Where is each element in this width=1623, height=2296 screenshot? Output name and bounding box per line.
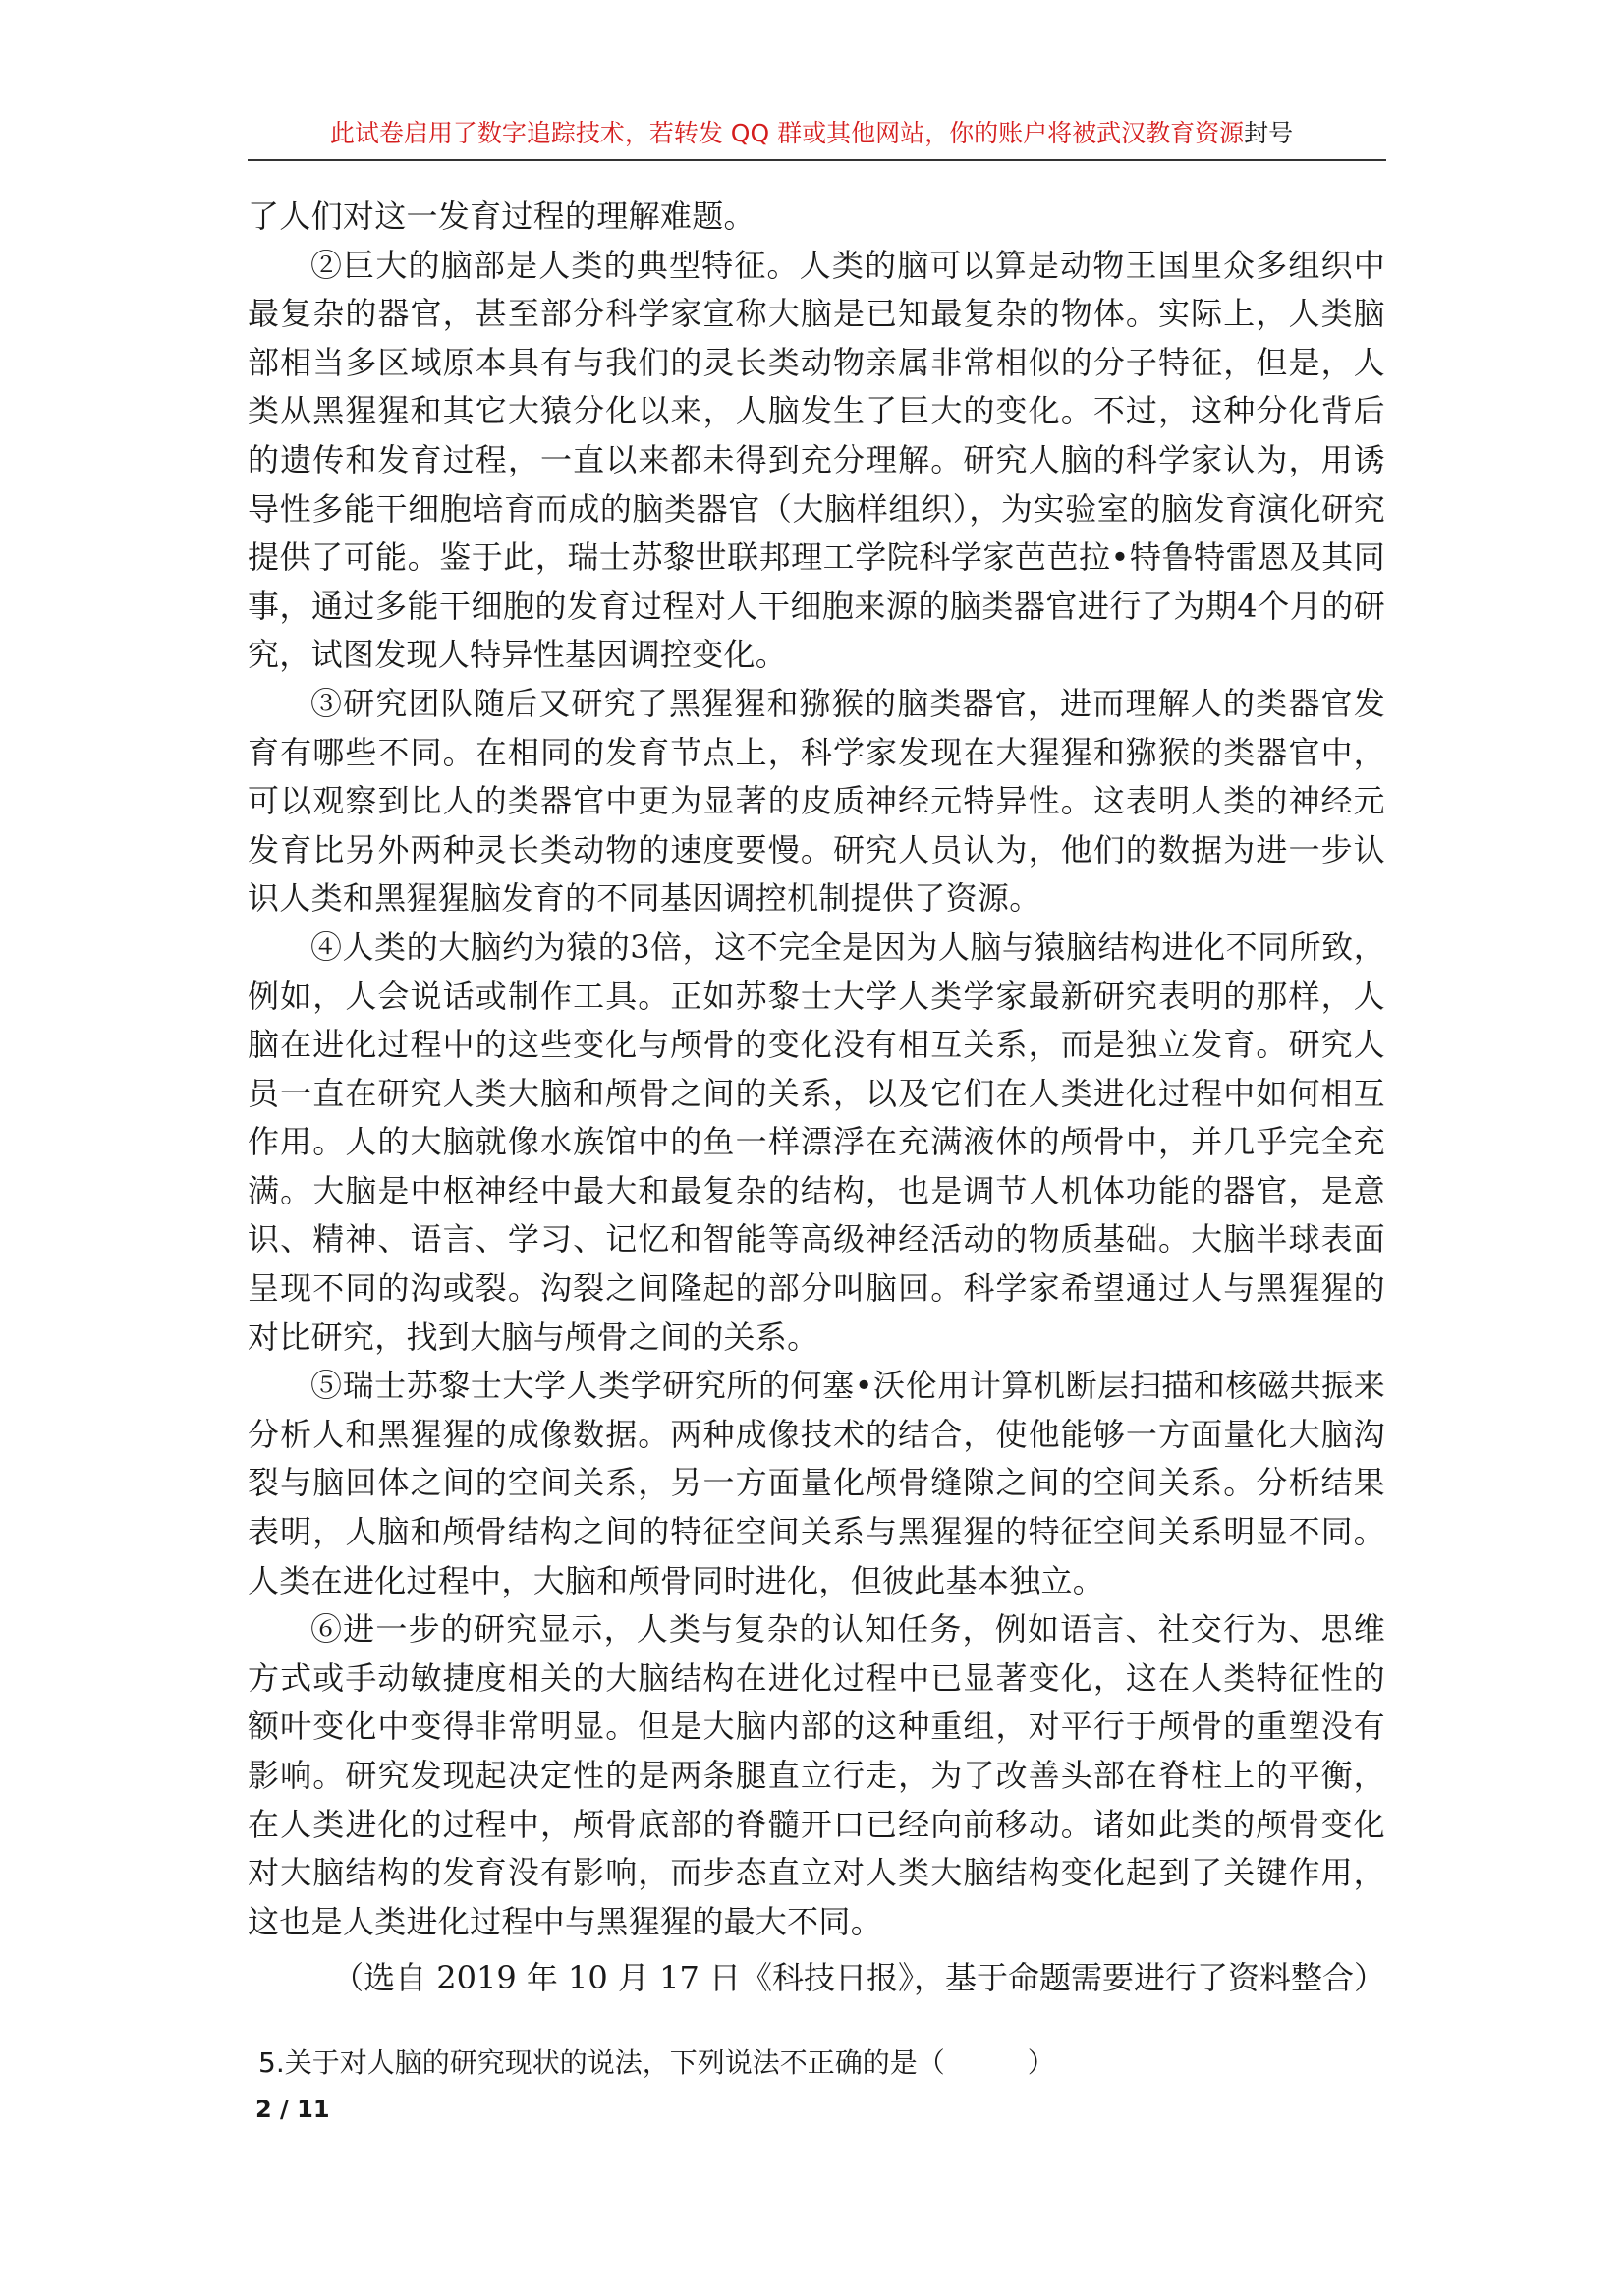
paragraph-6: ⑥进一步的研究显示，人类与复杂的认知任务，例如语言、社交行为、思维方式或手动敏捷度相关的大脑结构在进化过程中已显著变化，这在人类特征性的额叶变化中变得非常明显。但是大脑内部的这种重组，对平行于颅骨的重塑没有影响。研究发现起决定性的是两条腿直立行走，为了改善头部在脊柱上的平衡，在人类进化的过程中，颅骨底部的脊髓开口已经向前移动。诸如此类的颅骨变化对大脑结构的发育没有影响，而步态直立对人类大脑结构变化起到了关键作用，这也是人类进化过程中与黑猩猩的最大不同。 — [248, 1610, 1385, 1940]
paragraph-3: ③研究团队随后又研究了黑猩猩和猕猴的脑类器官，进而理解人的类器官发育有哪些不同。在相同的发育节点上，科学家发现在大猩猩和猕猴的类器官中，可以观察到比人的类器官中更为显著的皮质神经元特异性。这表明人类的神经元发育比另外两种灵长类动物的速度要慢。研究人员认为，他们的数据为进一步认识人类和黑猩猩脑发育的不同基因调控机制提供了资源。 — [248, 684, 1385, 918]
paragraph-continuation: 了人们对这一发育过程的理解难题。 — [248, 197, 756, 235]
page-number: 2 / 11 — [255, 2096, 330, 2123]
tracking-warning-tail: 封号 — [1244, 119, 1294, 147]
tracking-warning-text: 此试卷启用了数字追踪技术，若转发 QQ 群或其他网站，你的账户将被武汉教育资源 — [329, 119, 1245, 147]
article-source: （选自 2019 年 10 月 17 日《科技日报》，基于命题需要进行了资料整合） — [332, 1959, 1385, 1996]
paragraph-5: ⑤瑞士苏黎士大学人类学研究所的何塞•沃伦用计算机断层扫描和核磁共振来分析人和黑猩猩的成像数据。两种成像技术的结合，使他能够一方面量化大脑沟裂与脑回体之间的空间关系，另一方面量化颅骨缝隙之间的空间关系。分析结果表明，人脑和颅骨结构之间的特征空间关系与黑猩猩的特征空间关系明显不同。人类在进化过程中，大脑和颅骨同时进化，但彼此基本独立。 — [248, 1367, 1385, 1599]
article-body — [248, 193, 1385, 1946]
header-divider — [248, 159, 1386, 161]
paragraph-4: ④人类的大脑约为猿的3倍，这不完全是因为人脑与猿脑结构进化不同所致，例如，人会说话或制作工具。正如苏黎士大学人类学家最新研究表明的那样，人脑在进化过程中的这些变化与颅骨的变化没有相互关系，而是独立发育。研究人员一直在研究人类大脑和颅骨之间的关系，以及它们在人类进化过程中如何相互作用。人的大脑就像水族馆中的鱼一样漂浮在充满液体的颅骨中，并几乎完全充满。大脑是中枢神经中最大和最复杂的结构，也是调节人机体功能的器官，是意识、精神、语言、学习、记忆和智能等高级神经活动的物质基础。大脑半球表面呈现不同的沟或裂。沟裂之间隆起的部分叫脑回。科学家希望通过人与黑猩猩的对比研究，找到大脑与颅骨之间的关系。 — [248, 927, 1385, 1356]
header-notice — [0, 116, 1623, 151]
paragraph-2: ②巨大的脑部是人类的典型特征。人类的脑可以算是动物王国里众多组织中最复杂的器官，甚至部分科学家宣称大脑是已知最复杂的物体。实际上，人类脑部相当多区域原本具有与我们的灵长类动物亲属非常相似的分子特征，但是，人类从黑猩猩和其它大猿分化以来，人脑发生了巨大的变化。不过，这种分化背后的遗传和发育过程，一直以来都未得到充分理解。研究人脑的科学家认为，用诱导性多能干细胞培育而成的脑类器官（大脑样组织），为实验室的脑发育演化研究提供了可能。鉴于此，瑞士苏黎世联邦理工学院科学家芭芭拉•特鲁特雷恩及其同事，通过多能干细胞的发育过程对人干细胞来源的脑类器官进行了为期4个月的研究，试图发现人特异性基因调控变化。 — [248, 246, 1385, 674]
question-5: 5.关于对人脑的研究现状的说法，下列说法不正确的是（ ） — [258, 2046, 1055, 2079]
